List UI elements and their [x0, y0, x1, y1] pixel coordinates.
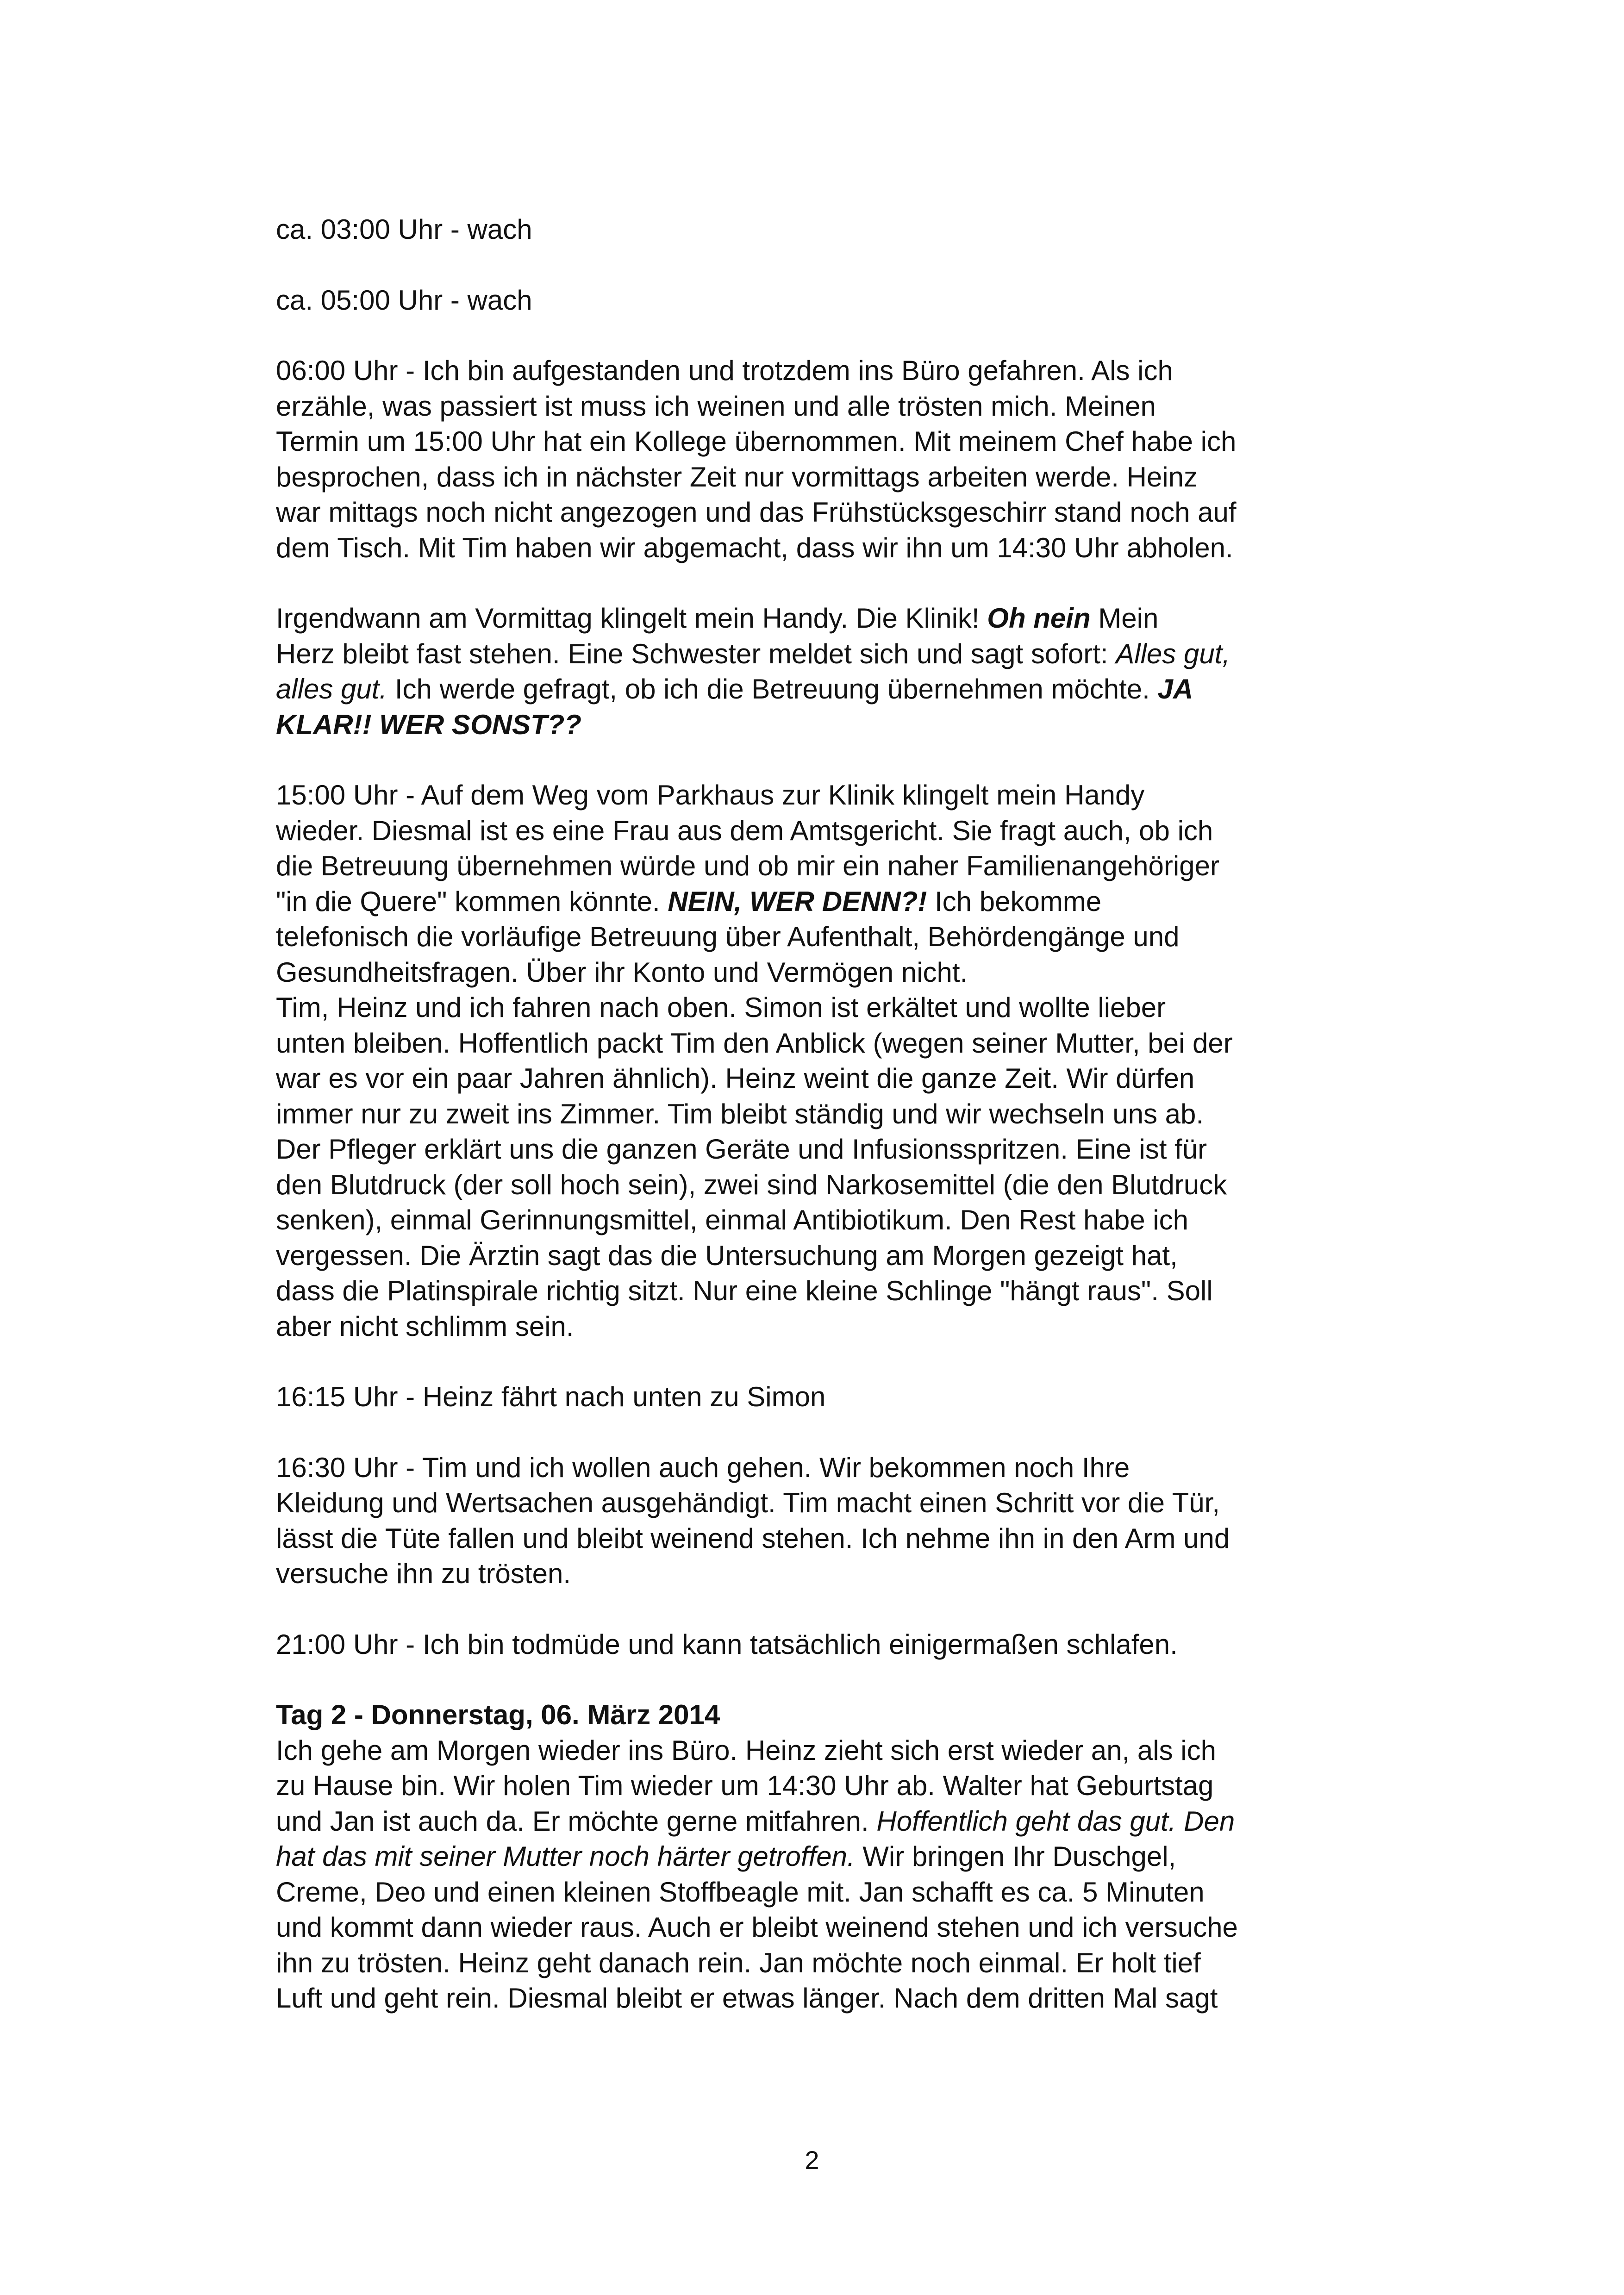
italic-text: Alles gut, — [1116, 638, 1230, 669]
paragraph-gap — [276, 742, 1368, 778]
italic-text: Hoffentlich geht das gut. Den — [876, 1805, 1235, 1837]
text-line: wieder. Diesmal ist es eine Frau aus dem Amtsgericht. Sie fragt auch, ob ich — [276, 815, 1213, 846]
text-line: Der Pfleger erklärt uns die ganzen Geräte und Infusionsspritzen. Eine ist für — [276, 1134, 1207, 1165]
text-run: Wir bringen Ihr Duschgel, — [855, 1841, 1176, 1872]
text-line: die Betreuung übernehmen würde und ob mir ein naher Familienangehöriger — [276, 850, 1219, 881]
text-line — [276, 636, 1368, 672]
entry-0500: ca. 05:00 Uhr - wach — [276, 284, 532, 316]
text-line: Kleidung und Wertsachen ausgehändigt. Tim macht einen Schritt vor die Tür, — [276, 1487, 1220, 1518]
paragraph-gap — [276, 248, 1368, 283]
text-line: aber nicht schlimm sein. — [276, 1310, 574, 1342]
text-line: senken), einmal Gerinnungsmittel, einmal Antibiotikum. Den Rest habe ich — [276, 1204, 1188, 1235]
text-line — [276, 707, 1368, 743]
emphasis-text: KLAR!! WER SONST?? — [276, 709, 581, 740]
text-run: Ich bekomme — [927, 886, 1102, 917]
entry-1630 — [276, 1450, 1368, 1592]
paragraph-gap — [276, 566, 1368, 601]
text-line: lässt die Tüte fallen und bleibt weinend stehen. Ich nehme ihn in den Arm und — [276, 1522, 1230, 1554]
page-content — [276, 212, 1368, 2016]
entry-1500 — [276, 778, 1368, 1344]
entry-0300: ca. 03:00 Uhr - wach — [276, 214, 532, 245]
text-line: vergessen. Die Ärztin sagt das die Untersuchung am Morgen gezeigt hat, — [276, 1240, 1178, 1271]
entry-1615: 16:15 Uhr - Heinz fährt nach unten zu Simon — [276, 1381, 826, 1412]
text-run: Ich werde gefragt, ob ich die Betreuung übernehmen möchte. — [387, 674, 1158, 705]
text-line: war es vor ein paar Jahren ähnlich). Heinz weint die ganze Zeit. Wir dürfen — [276, 1063, 1195, 1094]
italic-text: hat das mit seiner Mutter noch härter getroffen. — [276, 1841, 855, 1872]
entry-2100: 21:00 Uhr - Ich bin todmüde und kann tatsächlich einigermaßen schlafen. — [276, 1628, 1178, 1660]
entry-0600 — [276, 353, 1368, 566]
text-line: den Blutdruck (der soll hoch sein), zwei sind Narkosemittel (die den Blutdruck — [276, 1169, 1227, 1200]
text-line: 06:00 Uhr - Ich bin aufgestanden und trotzdem ins Büro gefahren. Als ich — [276, 355, 1173, 386]
text-line: Gesundheitsfragen. Über ihr Konto und Vermögen nicht. — [276, 956, 968, 988]
text-run: und Jan ist auch da. Er möchte gerne mitfahren. — [276, 1805, 877, 1837]
text-line: besprochen, dass ich in nächster Zeit nur vormittags arbeiten werde. Heinz — [276, 461, 1198, 493]
text-line — [276, 672, 1368, 707]
paragraph-gap — [276, 1662, 1368, 1697]
text-run: Irgendwann am Vormittag klingelt mein Handy. Die Klinik! — [276, 603, 987, 634]
text-line — [276, 1839, 1368, 1875]
text-line: und kommt dann wieder raus. Auch er bleibt weinend stehen und ich versuche — [276, 1912, 1238, 1943]
text-line: erzähle, was passiert ist muss ich weinen und alle trösten mich. Meinen — [276, 390, 1156, 422]
paragraph-gap — [276, 1344, 1368, 1379]
paragraph-gap — [276, 1592, 1368, 1627]
emphasis-text: JA — [1157, 674, 1193, 705]
page-number: 2 — [805, 2145, 819, 2175]
paragraph-gap — [276, 1415, 1368, 1450]
text-line: 15:00 Uhr - Auf dem Weg vom Parkhaus zur Klinik klingelt mein Handy — [276, 780, 1145, 811]
day-heading: Tag 2 - Donnerstag, 06. März 2014 — [276, 1699, 720, 1730]
text-line — [276, 601, 1368, 636]
text-run: Mein — [1090, 603, 1159, 634]
text-line: Tim, Heinz und ich fahren nach oben. Simon ist erkältet und wollte lieber — [276, 992, 1166, 1023]
text-line: war mittags noch nicht angezogen und das Frühstücksgeschirr stand noch auf — [276, 497, 1237, 528]
text-line: dem Tisch. Mit Tim haben wir abgemacht, dass wir ihn um 14:30 Uhr abholen. — [276, 532, 1233, 563]
text-run: "in die Quere" kommen könnte. — [276, 886, 668, 917]
text-line: versuche ihn zu trösten. — [276, 1558, 571, 1589]
text-line — [276, 1804, 1368, 1840]
text-line: immer nur zu zweit ins Zimmer. Tim bleibt ständig und wir wechseln uns ab. — [276, 1098, 1204, 1129]
text-line: zu Hause bin. Wir holen Tim wieder um 14:30 Uhr ab. Walter hat Geburtstag — [276, 1770, 1214, 1801]
text-line: ihn zu trösten. Heinz geht danach rein. Jan möchte noch einmal. Er holt tief — [276, 1947, 1201, 1978]
emphasis-text: Oh nein — [987, 603, 1091, 634]
text-line: Creme, Deo und einen kleinen Stoffbeagle mit. Jan schafft es ca. 5 Minuten — [276, 1876, 1205, 1908]
text-line: 16:30 Uhr - Tim und ich wollen auch gehen. Wir bekommen noch Ihre — [276, 1452, 1130, 1483]
text-line: telefonisch die vorläufige Betreuung über Aufenthalt, Behördengänge und — [276, 921, 1180, 952]
text-line: dass die Platinspirale richtig sitzt. Nur eine kleine Schlinge "hängt raus". Soll — [276, 1275, 1213, 1306]
paragraph-gap — [276, 318, 1368, 353]
text-line: Termin um 15:00 Uhr hat ein Kollege übernommen. Mit meinem Chef habe ich — [276, 426, 1237, 457]
text-run: Herz bleibt fast stehen. Eine Schwester meldet sich und sagt sofort: — [276, 638, 1116, 669]
text-line: unten bleiben. Hoffentlich packt Tim den Anblick (wegen seiner Mutter, bei der — [276, 1027, 1233, 1059]
day-2-section — [276, 1697, 1368, 2016]
italic-text: alles gut. — [276, 674, 387, 705]
text-line — [276, 884, 1368, 920]
text-line: Luft und geht rein. Diesmal bleibt er etwas länger. Nach dem dritten Mal sagt — [276, 1983, 1218, 2014]
emphasis-text: NEIN, WER DENN?! — [668, 886, 927, 917]
text-line: Ich gehe am Morgen wieder ins Büro. Heinz zieht sich erst wieder an, als ich — [276, 1734, 1216, 1766]
entry-vormittag — [276, 601, 1368, 742]
